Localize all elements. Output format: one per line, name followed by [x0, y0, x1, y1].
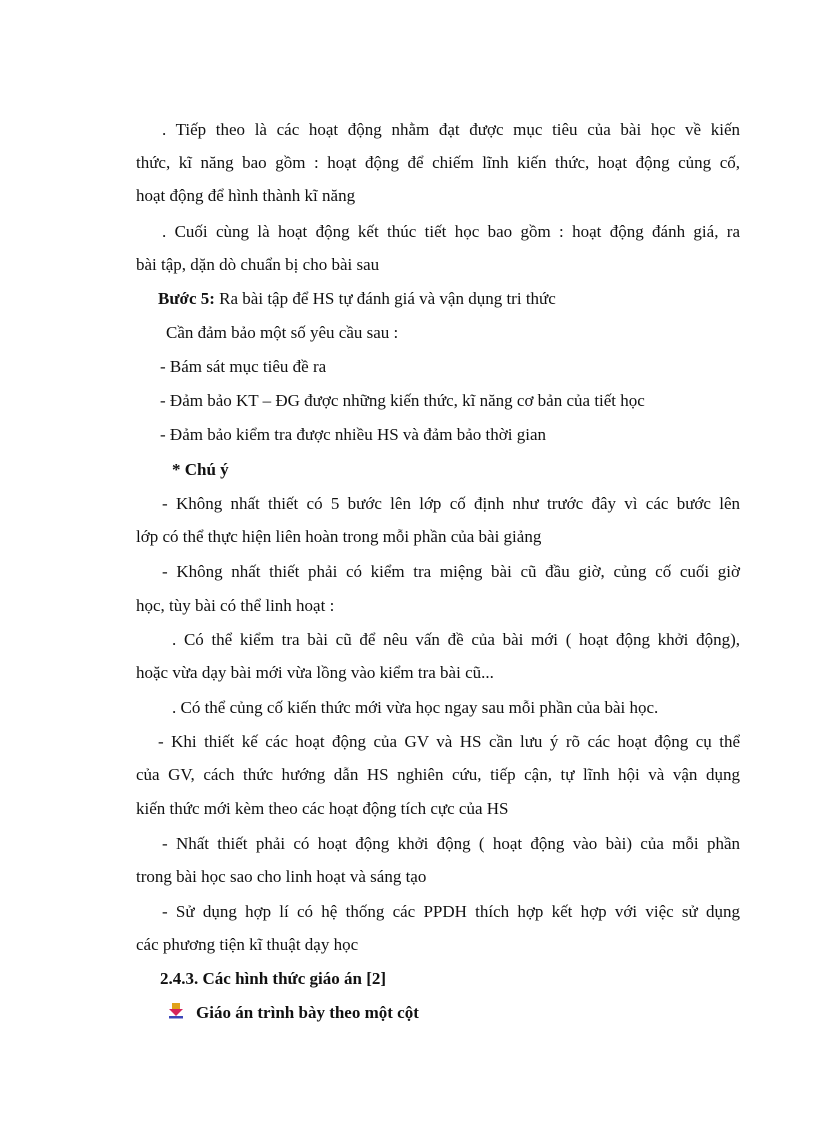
list-item: - Bám sát mục tiêu đề ra	[160, 357, 327, 376]
subsection-heading: Giáo án trình bày theo một cột	[196, 1003, 419, 1022]
paragraph-line: thức, kĩ năng bao gồm : hoạt động để chiếm lĩnh kiến thức, hoạt động củng cố,	[136, 153, 740, 172]
paragraph-line: học, tùy bài có thể linh hoạt :	[136, 596, 335, 615]
paragraph-line: - Nhất thiết phải có hoạt động khởi động ( hoạt động vào bài) của mỗi phần	[162, 834, 740, 853]
paragraph-line: lớp có thể thực hiện liên hoàn trong mỗi phần của bài giảng	[136, 527, 542, 546]
paragraph-line: . Có thể kiểm tra bài cũ để nêu vấn đề của bài mới ( hoạt động khởi động),	[172, 630, 740, 649]
paragraph-line: - Không nhất thiết phải có kiểm tra miệng bài cũ đầu giờ, củng cố cuối giờ	[162, 562, 740, 581]
paragraph-line: - Không nhất thiết có 5 bước lên lớp cố định như trước đây vì các bước lên	[162, 494, 740, 513]
paragraph-line: . Cuối cùng là hoạt động kết thúc tiết học bao gồm : hoạt động đánh giá, ra	[162, 222, 740, 241]
paragraph-line: . Có thể củng cố kiến thức mới vừa học ngay sau mỗi phần của bài học.	[172, 698, 659, 717]
step-label: Bước 5:	[158, 289, 215, 308]
step-title: Ra bài tập để HS tự đánh giá và vận dụng tri thức	[219, 289, 556, 308]
paragraph-line: . Tiếp theo là các hoạt động nhằm đạt được mục tiêu của bài học về kiến	[162, 120, 740, 139]
paragraph-line: kiến thức mới kèm theo các hoạt động tích cực của HS	[136, 799, 509, 818]
paragraph-line: của GV, cách thức hướng dẫn HS nghiên cứu, tiếp cận, tự lĩnh hội và vận dụng	[136, 765, 740, 784]
list-item: - Đảm bảo kiểm tra được nhiều HS và đảm bảo thời gian	[160, 425, 546, 444]
arrow-bullet-icon	[168, 1003, 184, 1019]
paragraph-line: Cần đảm bảo một số yêu cầu sau :	[166, 323, 399, 342]
paragraph-line: - Sử dụng hợp lí có hệ thống các PPDH thích hợp kết hợp với việc sử dụng	[162, 902, 740, 921]
note-heading: * Chú ý	[172, 460, 229, 479]
paragraph-line: các phương tiện kĩ thuật dạy học	[136, 935, 359, 954]
paragraph-line: trong bài học sao cho linh hoạt và sáng tạo	[136, 867, 427, 886]
list-item: - Đảm bảo KT – ĐG được những kiến thức, kĩ năng cơ bản của tiết học	[160, 391, 645, 410]
paragraph-line: - Khi thiết kế các hoạt động của GV và HS cần lưu ý rõ các hoạt động cụ thể	[158, 732, 740, 751]
step-heading	[158, 288, 762, 310]
paragraph-line: hoặc vừa dạy bài mới vừa lồng vào kiểm tra bài cũ...	[136, 663, 494, 682]
paragraph-line: bài tập, dặn dò chuẩn bị cho bài sau	[136, 255, 380, 274]
paragraph-line: hoạt động để hình thành kĩ năng	[136, 186, 356, 205]
section-heading: 2.4.3. Các hình thức giáo án [2]	[160, 969, 387, 988]
